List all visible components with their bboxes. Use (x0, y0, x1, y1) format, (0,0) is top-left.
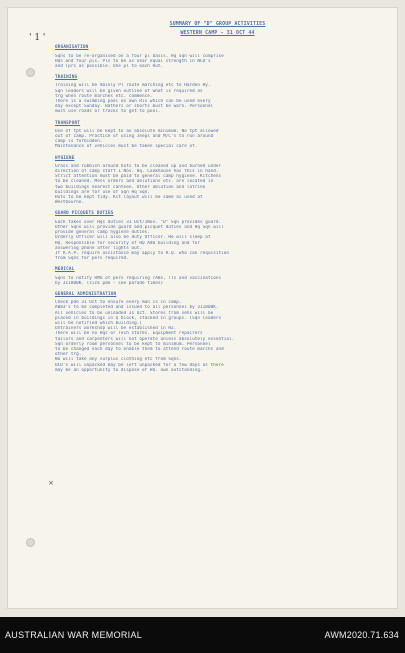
document-body (55, 22, 380, 379)
section (55, 267, 380, 286)
section-text-line: other trg. (55, 352, 82, 358)
handwritten-mark: ' 1 ' (29, 33, 46, 43)
section-heading: ORGANISATION (55, 45, 89, 51)
section-text-line: by 311800K. (sick pde - see parade times) (55, 280, 164, 286)
section-text-line: OCO's will unpacked may be left unpacked for a few days as there (55, 362, 224, 368)
section-text-line: Orderly Officer will also be duty Officer. He will sleep at (55, 235, 211, 241)
section-text-line: Untrainers workshop will be established in H2. (55, 326, 177, 332)
section-heading: HYGIENE (55, 155, 75, 161)
section-text-line: must use roads or tracks to get to pool. (55, 109, 161, 115)
section-text-line: may be an opportunity to dispose of HQ. own outstanding. (55, 367, 203, 373)
section-text-line: camp is forbidden. (55, 139, 103, 145)
sections-container (55, 45, 380, 373)
section (55, 121, 380, 150)
section-heading: GENERAL ADMINISTRATION (55, 291, 117, 297)
section-text-line: will be notified which building.) (55, 320, 143, 326)
punch-hole (26, 68, 35, 77)
section-text-line: AB83's to be completed and issued to all personnel by 311800K. (55, 305, 219, 311)
section-heading: MEDICAL (55, 267, 75, 273)
section-text-line: two buildings nearest canteen. Other ablution and latrine (55, 184, 206, 190)
document-title: SUMMARY OF "D" GROUP ACTIVITIES (169, 22, 266, 27)
section-text-line: Other Sqns will provide guard and picquet duties and Hq Sqn will (55, 224, 224, 230)
document-subtitle: WESTERN CAMP - 31 OCT 44 (180, 31, 255, 37)
margin-x-mark: × (48, 479, 54, 487)
section-text-line: Use of tpt will be kept to an absolute minimum. No tpt allowed (55, 128, 219, 134)
section-text-line: placed in buildings in Q block, stacked in groups. (Sqn leaders (55, 315, 222, 321)
section (55, 211, 380, 261)
section-text-line: Strict attention must be paid to general camp hygiene. Kitchens (55, 174, 222, 180)
section-heading: GUARD PICQUETS DUTIES (55, 211, 114, 217)
section-text-line: answering phone after lights out. (55, 245, 143, 251)
section-heading: TRAINING (55, 75, 78, 81)
section (55, 75, 380, 114)
section-text-line: Westbourne. (55, 200, 85, 206)
section-text-line: provide general camp hygiene duties. (55, 230, 150, 236)
section-text-line: out of camp. Practice of using Jeeps and M/C's to run around (55, 134, 214, 140)
section-text-line: There is a swimming pool on own Riv which can be used every (55, 99, 211, 105)
footer-accession-number: AWM2020.71.634 (324, 630, 399, 640)
section (55, 156, 380, 206)
section-text-line: No will take any surplus clothing etc from Sqns. (55, 357, 182, 363)
section-text-line: HQs and four pls. Pls to be as near equal strength in NCO's (55, 58, 211, 64)
section-text-line: There will be no Hqs or Tech stores. Equipment repairers (55, 331, 203, 337)
section-text-line: Training will be mainly PT route marching etc to Harden Hy. (55, 83, 211, 89)
section-text-line: from Sqns for pers required. (55, 256, 129, 262)
section-text-line: buildings are for use of Sqn Hq Sqn. (55, 189, 150, 195)
section-text-line: direction of camp staff 1 Nov. Hq. Cookhouse has this in hand. (55, 169, 219, 175)
section-text-line: Check pde 31 Oct to ensure every man is in camp. (55, 300, 182, 306)
section-text-line: HQ. Responsible for security of HQ Adm building and for (55, 240, 201, 246)
section-text-line: Each takes over Hqs duties 31 Oct/1Nov. "D" Sqn provides guard. (55, 219, 222, 225)
section-text-line: to be cleaned. Mess orders and ablutions etc. are located in (55, 179, 214, 185)
section-text-line: Huts to be kept tidy. Kit layout will be same as used at (55, 195, 203, 201)
section-text-line: day except Sunday. Bathers or shorts must be worn. Personnel (55, 104, 214, 110)
section-text-line: If R.A.P. require assistance may apply to R.Q. who can requisition (55, 250, 230, 256)
section-text-line: Maintenance of vehicles must be taken special care of. (55, 144, 198, 150)
section-text-line: Sqn orderly room personnel to be kept to minimum. Personnel (55, 341, 211, 347)
section (55, 292, 380, 373)
section-text-line: to be changed each day to enable them to attend route marchs and (55, 346, 224, 352)
section-text-line: tailors and carpenters will not operate unless absolutely essential. (55, 336, 235, 342)
section-text-line: Sqn leaders will be given outline of what is required as (55, 88, 203, 94)
footer-credit: AUSTRALIAN WAR MEMORIAL (5, 630, 143, 640)
section-text-line: trg when route marches etc. commence. (55, 93, 153, 99)
section-text-line: All vehicles to be unloaded 31 Oct. Stores from vehs will be (55, 310, 214, 316)
section-heading: TRANSPORT (55, 120, 81, 126)
punch-hole (26, 538, 35, 547)
footer-bar (0, 617, 405, 653)
section-text-line: Sqns to be re-organised on a four pl basis. Hq Sqn will comprise (55, 53, 224, 59)
section-text-line: Sqns to notify RMO of pers requiring TABs, TTs and vaccinations (55, 275, 222, 281)
section (55, 45, 380, 69)
section-text-line: Grass and rubbish around huts to be cleaned up and burned under (55, 163, 222, 169)
section-text-line: and Tprs as possible. One pl to each Hut. (55, 64, 164, 70)
